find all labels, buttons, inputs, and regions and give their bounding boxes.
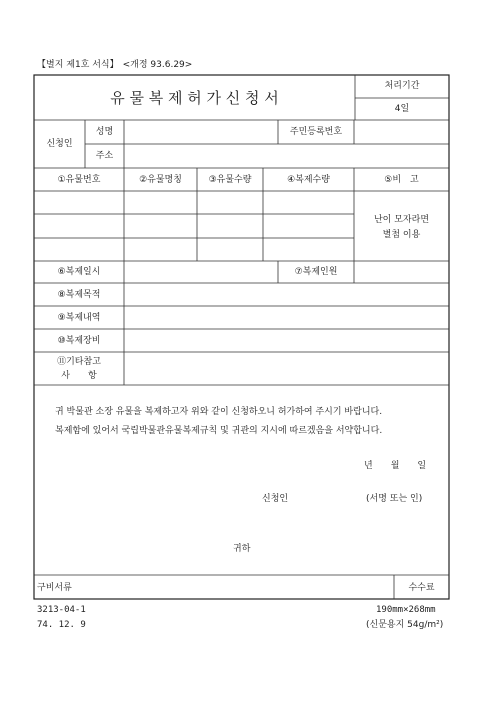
copy-staff-label: ⑦복제인원: [294, 267, 338, 277]
required-documents-label: 구비서류: [37, 583, 72, 593]
address-label: 주소: [95, 151, 114, 161]
form-title: 유 물 복 제 허 가 신 청 서: [110, 89, 279, 107]
statement-line-1: 귀 박물관 소장 유물을 복제하고자 위와 같이 신청하오니 허가하여 주시기 바랍니다.: [55, 407, 383, 417]
form-date: 74. 12. 9: [37, 620, 86, 630]
table-row[interactable]: [34, 191, 124, 214]
form-code: 3213-04-1: [37, 605, 86, 615]
applicant-signature-label: 신청인: [262, 494, 289, 504]
copy-period-label: ⑥복제일시: [57, 267, 101, 277]
addressee: 귀하: [233, 544, 251, 554]
form-label: 【별지 제1호 서식】: [37, 60, 119, 70]
copy-purpose-label: ⑧복제목적: [57, 290, 101, 300]
other-notes-label-line1: ⑪기타참고: [57, 357, 101, 367]
other-notes-label-line2: 사 항: [61, 371, 97, 381]
name-label: 성명: [95, 127, 114, 137]
revision-note: <개정 93.6.29>: [122, 60, 193, 70]
table-row[interactable]: [34, 214, 124, 238]
processing-value: 4일: [394, 104, 410, 114]
copy-equipment-label: ⑩복제장비: [57, 336, 101, 346]
paper-size: 190mm×268mm: [376, 605, 436, 615]
applicant-section-label: 신청인: [46, 139, 73, 149]
header-copy-quantity: ④복제수량: [287, 175, 330, 185]
header-item-name: ②유물명칭: [139, 175, 182, 185]
remarks-note: 난이 모자라면 별첨 이용: [373, 215, 430, 240]
paper-type: (신문용지 54g/m²): [366, 620, 444, 630]
signature-seal-label: (서명 또는 인): [366, 494, 423, 504]
header-remarks: ⑤비 고: [384, 175, 419, 185]
header-item-number: ①유물번호: [57, 175, 101, 185]
fee-label: 수수료: [408, 583, 435, 593]
header-item-quantity: ③유물수량: [208, 175, 252, 185]
table-row[interactable]: [34, 238, 124, 261]
copy-content-label: ⑨복제내역: [57, 313, 101, 323]
statement-line-2: 복제함에 있어서 국립박물관유물복제규칙 및 귀관의 지시에 따르겠음을 서약합니다.: [55, 426, 383, 436]
processing-label: 처리기간: [384, 81, 420, 91]
resident-number-label: 주민등록번호: [289, 127, 343, 137]
date-line: 년 월 일: [364, 461, 427, 471]
